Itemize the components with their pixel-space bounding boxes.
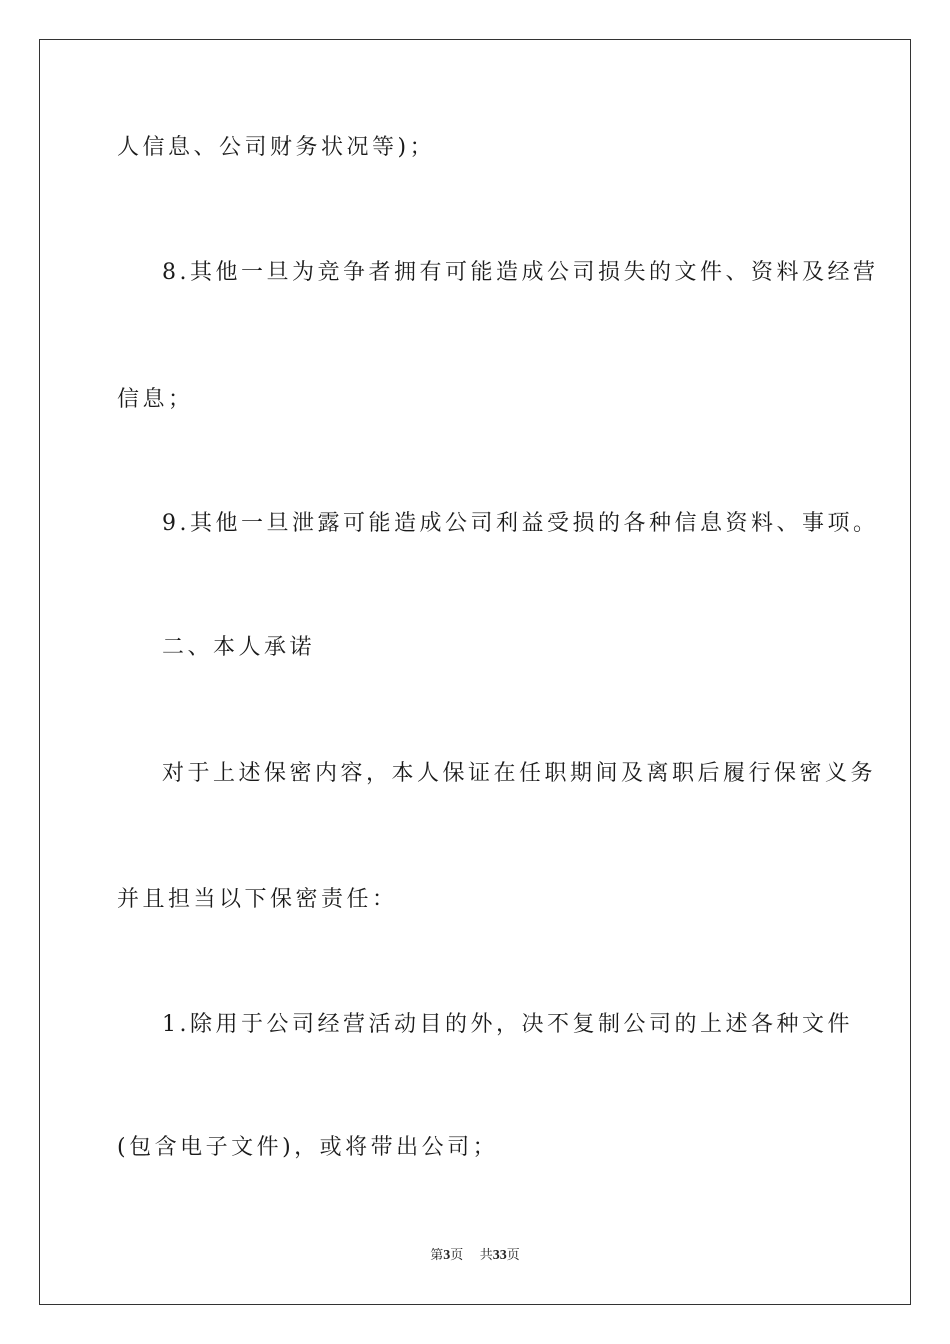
section-heading: 二、本人承诺: [162, 635, 316, 660]
page-prefix: 第: [430, 1248, 444, 1263]
total-suffix: 页: [506, 1248, 520, 1263]
body-line-3: 信息；: [117, 387, 194, 412]
page-footer: [0, 1247, 950, 1265]
body-line-4: 9.其他一旦泄露可能造成公司利益受损的各种信息资料、事项。: [162, 511, 879, 536]
page-current: 3: [443, 1248, 451, 1263]
page-border: [39, 39, 911, 1305]
body-line-7: 并且担当以下保密责任：: [117, 887, 398, 912]
body-line-9: (包含电子文件)，或将带出公司；: [117, 1135, 499, 1160]
body-line-2: 8.其他一旦为竞争者拥有可能造成公司损失的文件、资料及经营: [162, 260, 879, 285]
body-line-6: 对于上述保密内容，本人保证在任职期间及离职后履行保密义务: [162, 761, 877, 786]
body-line-8: 1.除用于公司经营活动目的外，决不复制公司的上述各种文件: [162, 1012, 853, 1037]
page-total: 33: [492, 1248, 507, 1263]
page-suffix: 页: [450, 1248, 464, 1263]
total-prefix: 共: [479, 1248, 493, 1263]
body-line-1: 人信息、公司财务状况等)；: [117, 135, 436, 160]
